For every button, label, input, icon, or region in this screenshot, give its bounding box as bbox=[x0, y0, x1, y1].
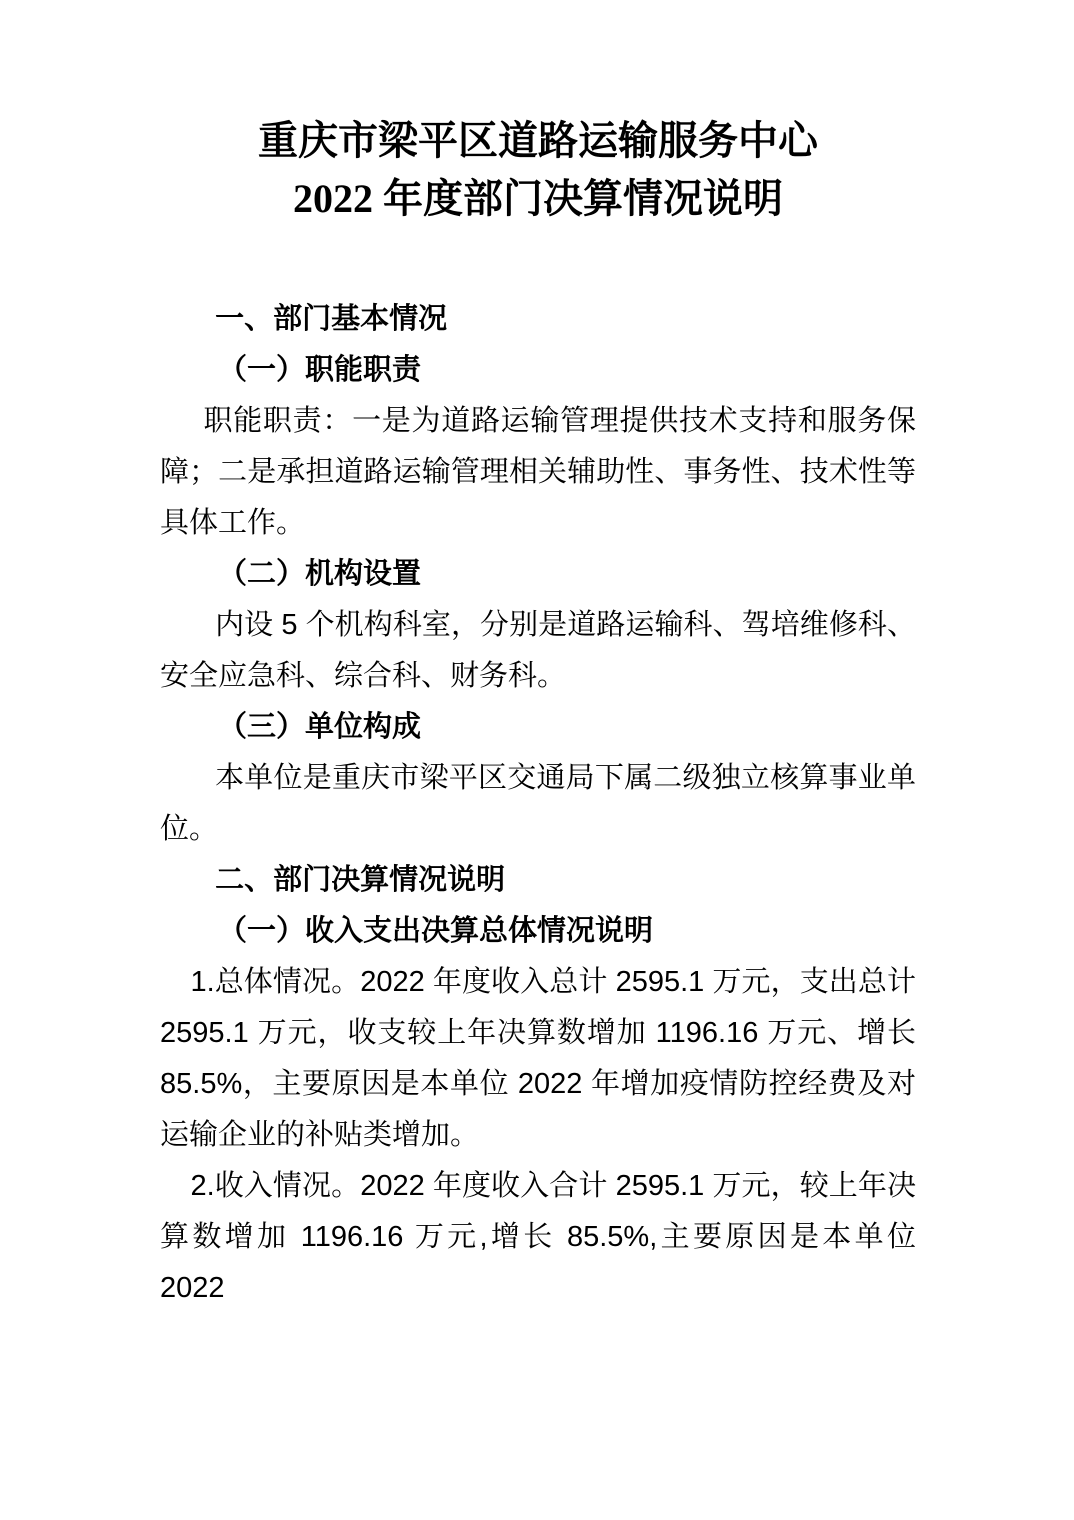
section-heading-2: 二、部门决算情况说明 bbox=[215, 864, 506, 896]
paragraph-unit-composition: 本单位是重庆市梁平区交通局下属二级独立核算事业单位。 bbox=[160, 762, 916, 845]
sub-heading-1-2: （二）机构设置 bbox=[218, 558, 422, 590]
sub-heading-1-3: （三）单位构成 bbox=[218, 711, 422, 743]
document-body bbox=[160, 294, 916, 1314]
paragraph-income-situation: 2.收入情况。2022 年度收入合计 2595.1 万元，较上年决算数增加 1196.16 万元,增长 85.5%,主要原因是本单位 2022 bbox=[160, 1170, 916, 1304]
paragraph-overall-situation: 1.总体情况。2022 年度收入总计 2595.1 万元，支出总计 2595.1 万元，收支较上年决算数增加 1196.16 万元、增长 85.5%，主要原因是本单位 2022 年增加疫情防控经费及对运输企业的补贴类增加。 bbox=[160, 966, 916, 1151]
document-title-line1: 重庆市梁平区道路运输服务中心 bbox=[258, 118, 818, 163]
section-heading-1: 一、部门基本情况 bbox=[215, 303, 448, 335]
paragraph-org-structure: 内设 5 个机构科室，分别是道路运输科、驾培维修科、安全应急科、综合科、财务科。 bbox=[160, 609, 916, 692]
sub-heading-2-1: （一）收入支出决算总体情况说明 bbox=[218, 915, 654, 947]
sub-heading-1-1: （一）职能职责 bbox=[218, 354, 422, 386]
document-title bbox=[160, 112, 916, 228]
paragraph-duties: 职能职责：一是为道路运输管理提供技术支持和服务保障；二是承担道路运输管理相关辅助性、事务性、技术性等具体工作。 bbox=[160, 405, 916, 539]
document-title-line2: 2022 年度部门决算情况说明 bbox=[293, 176, 783, 221]
